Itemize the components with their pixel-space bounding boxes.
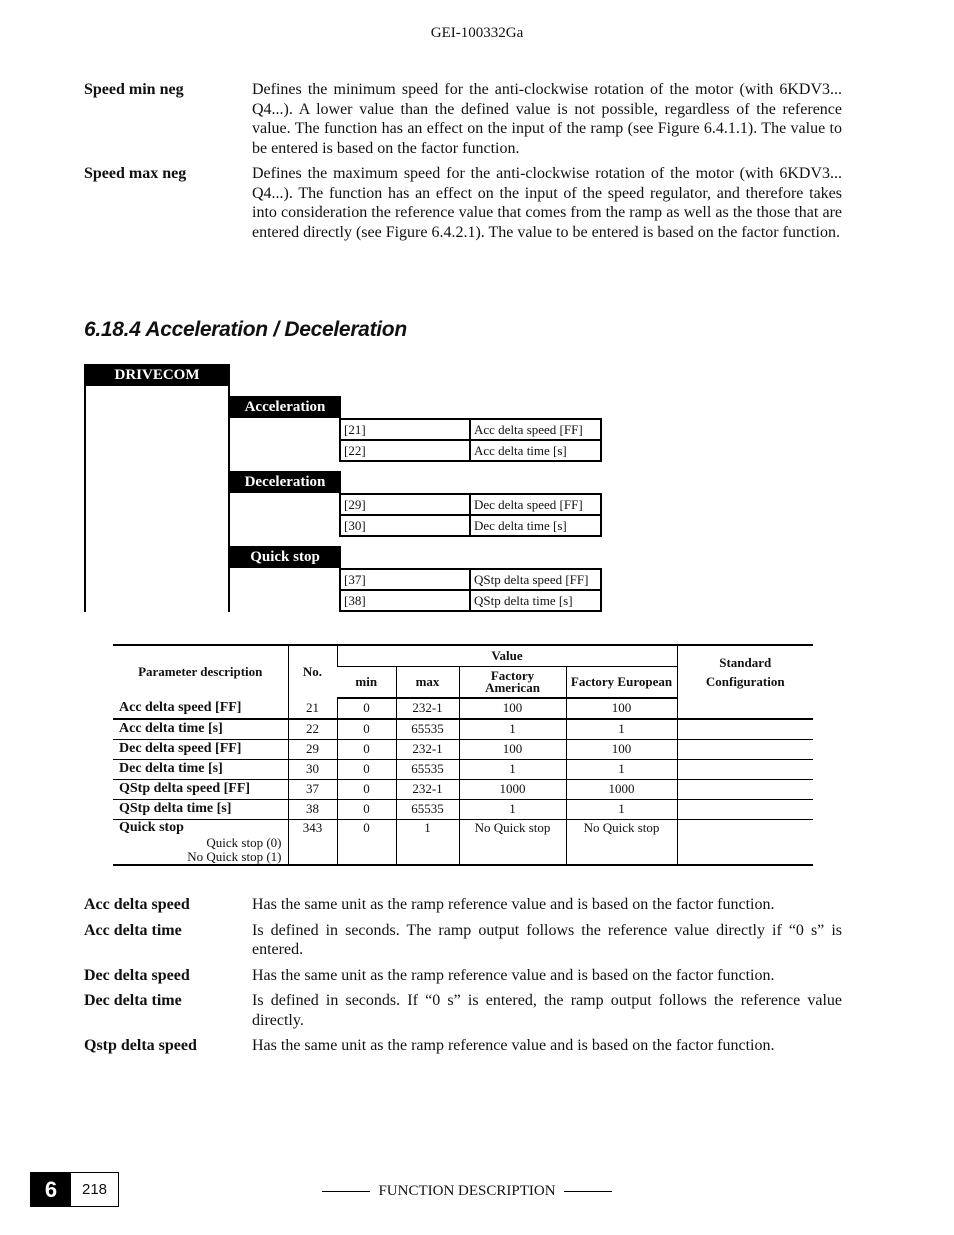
cell-max: 232-1 xyxy=(396,739,459,759)
cell-parameter-name xyxy=(113,698,288,719)
cell-parameter-name xyxy=(113,739,288,759)
definition-description: Has the same unit as the ramp reference value and is based on the factor function. xyxy=(252,896,775,913)
cell-parameter-name xyxy=(113,719,288,740)
page-number: 218 xyxy=(81,1181,108,1198)
header-min: min xyxy=(337,667,396,698)
tree-group-deceleration: Deceleration xyxy=(229,471,341,493)
header-factory-european: Factory European xyxy=(566,667,677,698)
parameter-name: Acc delta time [s] xyxy=(119,721,223,736)
cell-factory-european: 100 xyxy=(566,698,677,719)
footer-title: FUNCTION DESCRIPTION xyxy=(378,1183,556,1199)
tree-param-row xyxy=(340,569,601,590)
cell-factory-european: 1000 xyxy=(566,779,677,799)
header-number: No. xyxy=(288,645,337,698)
param-index: [29] xyxy=(340,494,470,515)
cell-standard-configuration xyxy=(677,799,813,819)
cell-standard-configuration xyxy=(677,739,813,759)
bottom-definition-list xyxy=(84,895,842,1062)
top-definition-list xyxy=(84,80,842,248)
tree-group-quick-stop: Quick stop xyxy=(229,546,341,568)
cell-max: 65535 xyxy=(396,719,459,740)
definition-description: Is defined in seconds. The ramp output follows the reference value directly if “0 s” is entered. xyxy=(252,921,842,958)
cell-number: 343 xyxy=(288,819,337,865)
definition-row xyxy=(84,991,842,1030)
definition-row xyxy=(84,895,842,915)
definition-term: Acc delta speed xyxy=(84,896,190,913)
cell-parameter-name xyxy=(113,819,288,865)
parameter-option: No Quick stop (1) xyxy=(187,848,282,864)
parameter-option: Quick stop (0) xyxy=(206,834,282,850)
cell-factory-european: 1 xyxy=(566,759,677,779)
document-code: GEI-100332Ga xyxy=(430,25,524,41)
cell-parameter-name xyxy=(113,779,288,799)
header-value: Value xyxy=(337,645,677,667)
cell-min: 0 xyxy=(337,819,396,865)
param-name: QStp delta speed [FF] xyxy=(470,569,601,590)
cell-factory-american: 1000 xyxy=(459,779,566,799)
definition-term: Dec delta time xyxy=(84,992,182,1009)
parameter-name: Dec delta time [s] xyxy=(119,761,223,776)
footer-rule xyxy=(322,1191,370,1192)
cell-factory-american: 1 xyxy=(459,799,566,819)
param-name: Dec delta speed [FF] xyxy=(470,494,601,515)
tree-param-row xyxy=(340,419,601,440)
cell-max: 65535 xyxy=(396,759,459,779)
cell-max: 65535 xyxy=(396,799,459,819)
cell-standard-configuration xyxy=(677,698,813,719)
definition-term: Speed min neg xyxy=(84,81,184,98)
table-row xyxy=(113,819,813,865)
cell-parameter-name xyxy=(113,799,288,819)
definition-description: Has the same unit as the ramp reference value and is based on the factor function. xyxy=(252,1037,775,1054)
cell-min: 0 xyxy=(337,759,396,779)
param-name: QStp delta time [s] xyxy=(470,590,601,611)
cell-standard-configuration xyxy=(677,759,813,779)
definition-term: Acc delta time xyxy=(84,921,182,939)
cell-factory-american: 100 xyxy=(459,698,566,719)
cell-min: 0 xyxy=(337,739,396,759)
param-index: [22] xyxy=(340,440,470,461)
definition-description: Defines the maximum speed for the anti-clockwise rotation of the motor (with 6KDV3... Q4...). The function has an effect on the input of the speed regulator, and therefore takes into consideration the reference value that comes from the ramp as well as the those that are entered directly (see Figure 6.4.2.1). The value to be entered is based on the factor function. xyxy=(252,165,842,241)
cell-min: 0 xyxy=(337,799,396,819)
cell-factory-american: 1 xyxy=(459,759,566,779)
cell-min: 0 xyxy=(337,779,396,799)
tree-param-row xyxy=(340,494,601,515)
cell-factory-european: 100 xyxy=(566,739,677,759)
section-heading: 6.18.4 Acceleration / Deceleration xyxy=(84,318,407,341)
table-row xyxy=(113,739,813,759)
definition-description: Has the same unit as the ramp reference value and is based on the factor function. xyxy=(252,966,775,984)
parameter-name: QStp delta speed [FF] xyxy=(119,781,251,796)
cell-max: 232-1 xyxy=(396,698,459,719)
table-row xyxy=(113,719,813,740)
parameter-name: Acc delta speed [FF] xyxy=(119,699,242,715)
param-name: Dec delta time [s] xyxy=(470,515,601,536)
table-row xyxy=(113,799,813,819)
header-standard-configuration: Standard Configuration xyxy=(677,645,813,698)
cell-number: 37 xyxy=(288,779,337,799)
parameter-name: Dec delta speed [FF] xyxy=(119,741,242,756)
definition-description: Defines the minimum speed for the anti-clockwise rotation of the motor (with 6KDV3... Q4...). A lower value than the defined value is not possible, regardless of the reference value. The function has an effect on the input of the ramp (see Figure 6.4.1.1). The value to be entered is based on the factor function. xyxy=(252,81,842,157)
cell-factory-european: 1 xyxy=(566,719,677,740)
param-index: [30] xyxy=(340,515,470,536)
param-index: [21] xyxy=(340,419,470,440)
cell-factory-american: 100 xyxy=(459,739,566,759)
header-parameter-description: Parameter description xyxy=(113,645,288,698)
cell-number: 30 xyxy=(288,759,337,779)
param-name: Acc delta time [s] xyxy=(470,440,601,461)
parameter-name: Quick stop xyxy=(119,819,184,835)
table-row xyxy=(113,779,813,799)
table-row xyxy=(113,759,813,779)
tree-group-acceleration: Acceleration xyxy=(229,396,341,418)
definition-row xyxy=(84,80,842,158)
definition-row xyxy=(84,164,842,242)
tree-param-row xyxy=(340,515,601,536)
cell-min: 0 xyxy=(337,719,396,740)
tree-branch-line xyxy=(228,386,230,612)
definition-term: Speed max neg xyxy=(84,165,187,182)
cell-factory-european: 1 xyxy=(566,799,677,819)
definition-row xyxy=(84,921,842,960)
cell-standard-configuration xyxy=(677,719,813,740)
cell-standard-configuration xyxy=(677,779,813,799)
chapter-number: 6 xyxy=(31,1173,71,1206)
tree-branch-line xyxy=(84,386,86,612)
definition-term: Qstp delta speed xyxy=(84,1037,197,1054)
footer-title-wrapper xyxy=(0,1183,934,1200)
tree-param-row xyxy=(340,590,601,611)
acceleration-parameter-list xyxy=(339,418,602,462)
param-index: [37] xyxy=(340,569,470,590)
definition-row xyxy=(84,966,842,986)
definition-row xyxy=(84,1036,842,1056)
tree-root-drivecom: DRIVECOM xyxy=(84,364,230,386)
param-index: [38] xyxy=(340,590,470,611)
cell-factory-american: No Quick stop xyxy=(459,819,566,865)
table-row xyxy=(113,698,813,719)
cell-max: 1 xyxy=(396,819,459,865)
cell-max: 232-1 xyxy=(396,779,459,799)
parameter-name: QStp delta time [s] xyxy=(119,801,232,816)
tree-param-row xyxy=(340,440,601,461)
cell-number: 22 xyxy=(288,719,337,740)
cell-number: 21 xyxy=(288,698,337,719)
cell-number: 38 xyxy=(288,799,337,819)
footer-rule xyxy=(564,1191,612,1192)
cell-factory-european: No Quick stop xyxy=(566,819,677,865)
deceleration-parameter-list xyxy=(339,493,602,537)
definition-term: Dec delta speed xyxy=(84,966,190,984)
parameter-table xyxy=(113,644,813,866)
header-max: max xyxy=(396,667,459,698)
cell-number: 29 xyxy=(288,739,337,759)
definition-description: Is defined in seconds. If “0 s” is entered, the ramp output follows the reference value directly. xyxy=(252,992,842,1029)
param-name: Acc delta speed [FF] xyxy=(470,419,601,440)
cell-parameter-name xyxy=(113,759,288,779)
cell-standard-configuration xyxy=(677,819,813,865)
cell-factory-american: 1 xyxy=(459,719,566,740)
header-factory-american: Factory American xyxy=(459,667,566,698)
cell-min: 0 xyxy=(337,698,396,719)
quick-stop-parameter-list xyxy=(339,568,602,612)
